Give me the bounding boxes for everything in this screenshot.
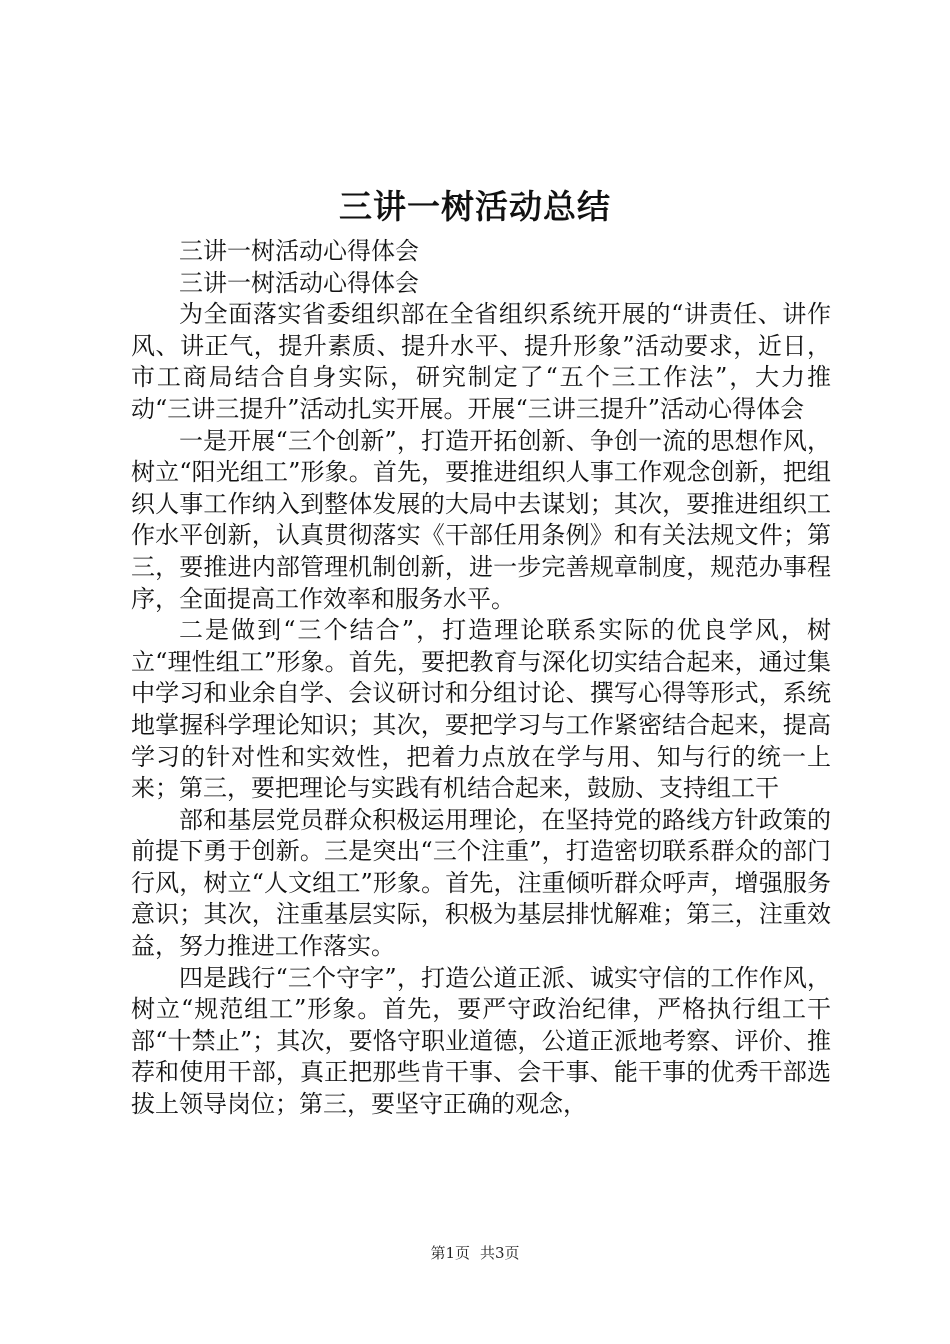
body-paragraph: 部和基层党员群众积极运用理论，在坚持党的路线方针政策的前提下勇于创新。三是突出“三个注重”，打造密切联系群众的部门行风，树立“人文组工”形象。首先，注重倾听群众呼声，增强服务意识；其次，注重基层实际，积极为基层排忧解难；第三，注重效益，努力推进工作落实。 (131, 805, 831, 961)
body-paragraph: 为全面落实省委组织部在全省组织系统开展的“讲责任、讲作风、讲正气，提升素质、提升水平、提升形象”活动要求，近日，市工商局结合自身实际，研究制定了“五个三工作法”，大力推动“三讲三提升”活动扎实开展。开展“三讲三提升”活动心得体会 (131, 300, 831, 423)
page-footer (0, 1243, 950, 1263)
body-paragraph: 四是践行“三个守字”，打造公道正派、诚实守信的工作作风，树立“规范组工”形象。首先，要严守政治纪律，严格执行组工干部“十禁止”；其次，要恪守职业道德，公道正派地考察、评价、推荐和使用干部，真正把那些肯干事、会干事、能干事的优秀干部选拔上领导岗位；第三，要坚守正确的观念， (131, 963, 831, 1119)
body-paragraph: 一是开展“三个创新”，打造开拓创新、争创一流的思想作风，树立“阳光组工”形象。首先，要推进组织人事工作观念创新，把组织人事工作纳入到整体发展的大局中去谋划；其次，要推进组织工作水平创新，认真贯彻落实《干部任用条例》和有关法规文件；第三，要推进内部管理机制创新，进一步完善规章制度，规范办事程序，全面提高工作效率和服务水平。 (131, 426, 831, 613)
body-paragraph: 三讲一树活动心得体会 (179, 268, 419, 297)
body-paragraph: 二是做到“三个结合”，打造理论联系实际的优良学风，树立“理性组工”形象。首先，要把教育与深化切实结合起来，通过集中学习和业余自学、会议研讨和分组讨论、撰写心得等形式，系统地掌握科学理论知识；其次，要把学习与工作紧密结合起来，提高学习的针对性和实效性，把着力点放在学与用、知与行的统一上来；第三，要把理论与实践有机结合起来，鼓励、支持组工干 (131, 616, 831, 803)
body-paragraph: 三讲一树活动心得体会 (179, 237, 419, 265)
page-number: 第1页 (430, 1244, 470, 1262)
document-body (131, 236, 831, 1121)
page-total: 共3页 (480, 1244, 520, 1262)
document-title: 三讲一树活动总结 (339, 187, 611, 226)
